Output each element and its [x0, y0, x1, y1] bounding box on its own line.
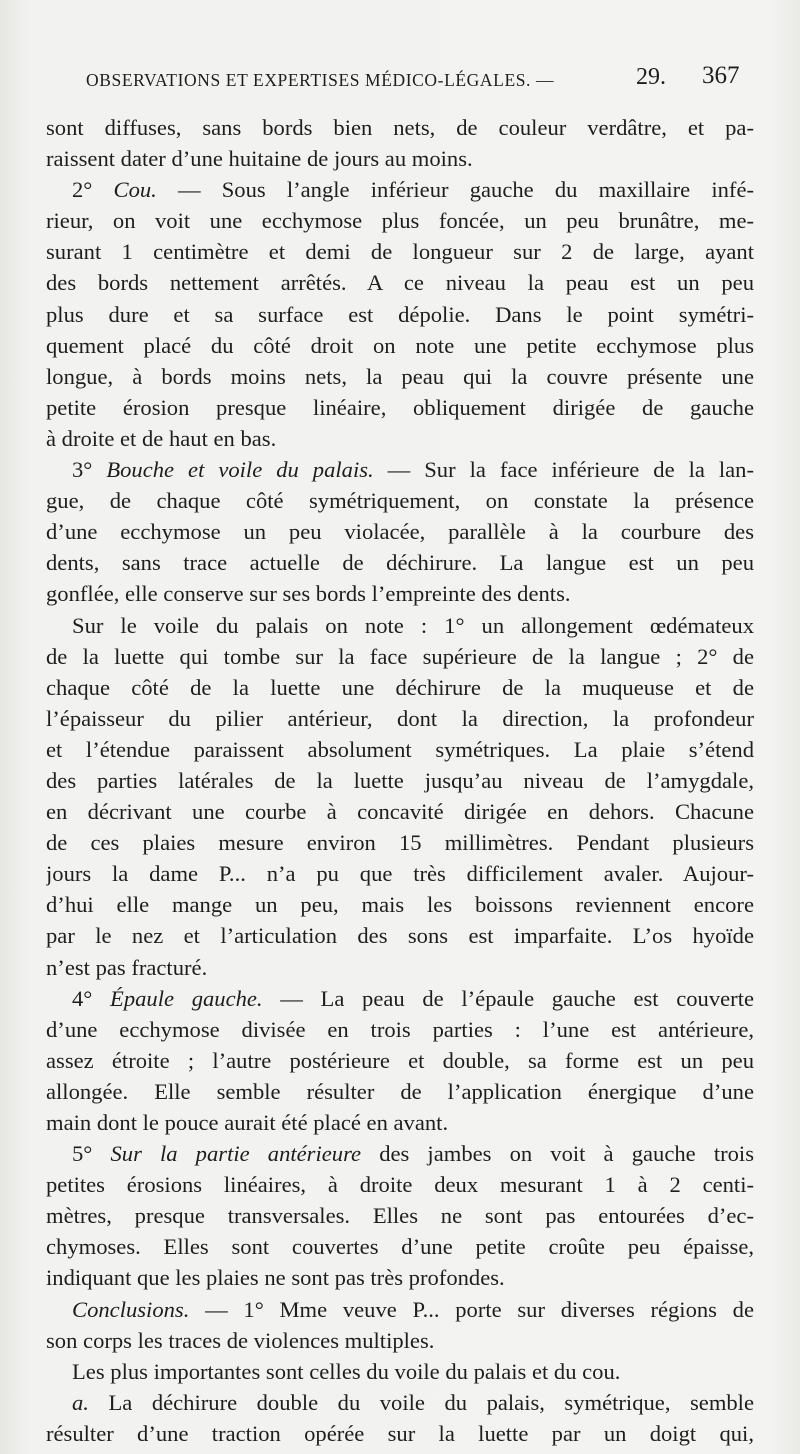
- text-line: [46, 920, 754, 951]
- text-line: [46, 952, 754, 983]
- line-text: résulter d’une traction opérée sur la luette par un doigt qui,: [46, 1420, 754, 1446]
- line-text: mètres, presque transversales. Elles ne sont pas entourées d’ec-: [46, 1203, 754, 1229]
- line-text: chaque côté de la luette une déchirure de la muqueuse et de: [46, 674, 754, 700]
- text-line: [46, 485, 754, 516]
- text-line: [46, 1294, 754, 1325]
- chapter-number: 29.: [636, 64, 666, 90]
- line-text: à droite et de haut en bas.: [46, 425, 277, 451]
- section-heading: Sur la partie antérieure: [110, 1141, 362, 1167]
- text-line: [46, 796, 754, 827]
- text-line: [46, 765, 754, 796]
- line-text: gonflée, elle conserve sur ses bords l’empreinte des dents.: [46, 581, 571, 607]
- line-text: des bords nettement arrêtés. A ce niveau la peau est un peu: [46, 270, 754, 296]
- text-line: [46, 672, 754, 703]
- text-line: [46, 454, 754, 485]
- text-line: [46, 516, 754, 547]
- text-line: [46, 1325, 754, 1356]
- line-text: jours la dame P... n’a pu que très difficilement avaler. Aujour-: [46, 861, 754, 887]
- line-text: allongée. Elle semble résulter de l’application énergique d’une: [46, 1078, 754, 1104]
- text-line: [46, 1076, 754, 1107]
- section-number: 4°: [72, 985, 111, 1011]
- text-line: [46, 112, 754, 143]
- section-heading: a.: [72, 1389, 89, 1415]
- line-text: par le nez et l’articulation des sons est imparfaite. L’os hyoïde: [46, 923, 754, 949]
- line-text: — Sous l’angle inférieur gauche du maxillaire infé-: [156, 177, 754, 203]
- line-text: — Sur la face inférieure de la lan-: [373, 457, 754, 483]
- section-heading: Cou.: [113, 177, 157, 203]
- line-text: d’une ecchymose divisée en trois parties : l’une est antérieure,: [46, 1016, 754, 1042]
- line-text: — 1° Mme veuve P... porte sur diverses régions de: [189, 1296, 754, 1322]
- text-line: [46, 1231, 754, 1262]
- line-text: — La peau de l’épaule gauche est couverte: [262, 985, 754, 1011]
- text-line: [46, 734, 754, 765]
- text-line: [46, 983, 754, 1014]
- line-text: petites érosions linéaires, à droite deux mesurant 1 à 2 centi-: [46, 1172, 754, 1198]
- text-line: [46, 827, 754, 858]
- line-text: de ces plaies mesure environ 15 millimètres. Pendant plusieurs: [46, 830, 754, 856]
- text-line: [46, 858, 754, 889]
- line-text: l’épaisseur du pilier antérieur, dont la direction, la profondeur: [46, 705, 754, 731]
- line-text: d’une ecchymose un peu violacée, parallèle à la courbure des: [46, 519, 754, 545]
- line-text: indiquant que les plaies ne sont pas très profondes.: [46, 1265, 505, 1291]
- line-text: sont diffuses, sans bords bien nets, de couleur verdâtre, et pa-: [46, 115, 754, 140]
- text-line: [46, 703, 754, 734]
- page-header: [62, 60, 762, 94]
- text-line: [46, 1200, 754, 1231]
- line-text: gue, de chaque côté symétriquement, on constate la présence: [46, 488, 754, 514]
- line-text: petite érosion presque linéaire, obliquement dirigée de gauche: [46, 394, 754, 420]
- text-line: [46, 1045, 754, 1076]
- line-text: longue, à bords moins nets, la peau qui la couvre présente une: [46, 363, 754, 389]
- text-line: [46, 641, 754, 672]
- line-text: surant 1 centimètre et demi de longueur sur 2 de large, ayant: [46, 239, 754, 265]
- line-text: et l’étendue paraissent absolument symétriques. La plaie s’étend: [46, 736, 754, 762]
- text-line: [46, 236, 754, 267]
- text-line: [46, 423, 754, 454]
- line-text: La déchirure double du voile du palais, symétrique, semble: [88, 1389, 754, 1415]
- section-heading: Épaule gauche.: [110, 985, 263, 1011]
- line-text: assez étroite ; l’autre postérieure et double, sa forme est un peu: [46, 1047, 754, 1073]
- text-line: [46, 578, 754, 609]
- line-text: d’hui elle mange un peu, mais les boissons reviennent encore: [46, 892, 754, 918]
- body-text: [46, 112, 754, 1449]
- line-text: des parties latérales de la luette jusqu’au niveau de l’amygdale,: [46, 767, 754, 793]
- line-text: raissent dater d’une huitaine de jours au moins.: [46, 146, 473, 172]
- page-number: 367: [702, 62, 740, 89]
- line-text: chymoses. Elles sont couvertes d’une petite croûte peu épaisse,: [46, 1234, 754, 1260]
- text-line: [46, 330, 754, 361]
- line-text: quement placé du côté droit on note une petite ecchymose plus: [46, 332, 754, 358]
- line-text: rieur, on voit une ecchymose plus foncée, un peu brunâtre, me-: [46, 208, 754, 234]
- line-text: en décrivant une courbe à concavité dirigée en dehors. Chacune: [46, 799, 754, 825]
- text-line: [46, 299, 754, 330]
- text-line: [46, 1107, 754, 1138]
- text-line: [46, 1418, 754, 1449]
- text-line: [46, 1356, 754, 1387]
- section-heading: Bouche et voile du palais.: [106, 457, 374, 483]
- running-head: OBSERVATIONS ET EXPERTISES MÉDICO-LÉGALES. —: [86, 70, 555, 90]
- line-text: Sur le voile du palais on note : 1° un allongement œdémateux: [72, 612, 754, 638]
- section-number: 5°: [72, 1141, 111, 1167]
- text-line: [46, 205, 754, 236]
- text-line: [46, 1138, 754, 1169]
- line-text: n’est pas fracturé.: [46, 954, 208, 980]
- text-line: [46, 361, 754, 392]
- text-line: [46, 610, 754, 641]
- text-line: [46, 1014, 754, 1045]
- section-number: 2°: [72, 177, 114, 203]
- text-line: [46, 143, 754, 174]
- text-line: [46, 889, 754, 920]
- section-heading: Conclusions.: [72, 1296, 190, 1322]
- line-text: main dont le pouce aurait été placé en avant.: [46, 1110, 449, 1135]
- line-text: Les plus importantes sont celles du voile du palais et du cou.: [72, 1358, 621, 1384]
- line-text: dents, sans trace actuelle de déchirure. La langue est un peu: [46, 550, 754, 576]
- line-text: plus dure et sa surface est dépolie. Dans le point symétri-: [46, 301, 754, 327]
- line-text: des jambes on voit à gauche trois: [361, 1141, 754, 1167]
- line-text: de la luette qui tombe sur la face supérieure de la langue ; 2° de: [46, 643, 754, 669]
- text-line: [46, 174, 754, 205]
- section-number: 3°: [72, 457, 107, 483]
- text-line: [46, 1387, 754, 1418]
- line-text: son corps les traces de violences multiples.: [46, 1327, 435, 1353]
- text-line: [46, 1169, 754, 1200]
- text-line: [46, 392, 754, 423]
- text-line: [46, 547, 754, 578]
- text-line: [46, 267, 754, 298]
- text-line: [46, 1262, 754, 1293]
